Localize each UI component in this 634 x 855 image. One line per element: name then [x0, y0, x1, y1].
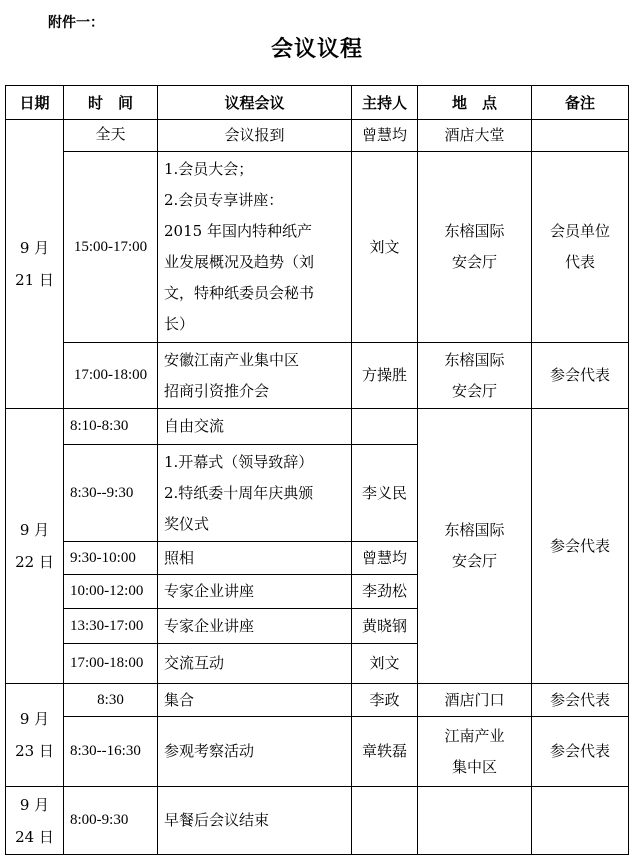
- time-cell: 8:30--9:30: [64, 445, 158, 542]
- time-cell: 17:00-18:00: [64, 343, 158, 409]
- date-cell: 9 月 22 日: [6, 409, 64, 684]
- time-cell: 13:30-17:00: [64, 609, 158, 644]
- header-time: 时 间: [64, 86, 158, 120]
- date-cell: 9 月 21 日: [6, 120, 64, 409]
- agenda-cell: 自由交流: [158, 409, 352, 445]
- date-cell: 9 月 23 日: [6, 684, 64, 787]
- agenda-cell: 交流互动: [158, 644, 352, 684]
- location-cell: 酒店大堂: [418, 120, 532, 152]
- location-cell: 江南产业 集中区: [418, 717, 532, 787]
- table-row: [6, 152, 629, 343]
- host-cell: [352, 409, 418, 445]
- host-cell: 刘文: [352, 644, 418, 684]
- host-cell: 李政: [352, 684, 418, 717]
- table-row: [6, 684, 629, 717]
- table-row: [6, 343, 629, 409]
- agenda-table: [5, 85, 629, 855]
- notes-cell: 参会代表: [532, 343, 629, 409]
- agenda-cell: 1.开幕式（领导致辞） 2.特纸委十周年庆典颁 奖仪式: [158, 445, 352, 542]
- time-cell: 8:00-9:30: [64, 787, 158, 855]
- agenda-cell: 专家企业讲座: [158, 609, 352, 644]
- location-cell: 东榕国际 安会厅: [418, 152, 532, 343]
- time-cell: 9:30-10:00: [64, 542, 158, 575]
- location-cell: [418, 787, 532, 855]
- host-cell: 黄晓钢: [352, 609, 418, 644]
- table-row: [6, 409, 629, 445]
- agenda-cell: 集合: [158, 684, 352, 717]
- table-row: [6, 717, 629, 787]
- notes-cell: 会员单位 代表: [532, 152, 629, 343]
- location-cell: 酒店门口: [418, 684, 532, 717]
- host-cell: [352, 787, 418, 855]
- notes-cell: [532, 120, 629, 152]
- header-notes: 备注: [532, 86, 629, 120]
- page-title: 会议议程: [270, 36, 363, 62]
- time-cell: 全天: [64, 120, 158, 152]
- header-agenda: 议程会议: [158, 86, 352, 120]
- host-cell: 曾慧均: [352, 120, 418, 152]
- table-row: [6, 120, 629, 152]
- header-date: 日期: [6, 86, 64, 120]
- header-location: 地 点: [418, 86, 532, 120]
- notes-cell: 参会代表: [532, 409, 629, 684]
- table-header-row: [6, 86, 629, 120]
- host-cell: 章轶磊: [352, 717, 418, 787]
- header-host: 主持人: [352, 86, 418, 120]
- location-cell: 东榕国际 安会厅: [418, 409, 532, 684]
- host-cell: 李劲松: [352, 575, 418, 609]
- table-row: [6, 787, 629, 855]
- time-cell: 10:00-12:00: [64, 575, 158, 609]
- attachment-label: 附件一：: [48, 15, 104, 31]
- notes-cell: 参会代表: [532, 684, 629, 717]
- host-cell: 李义民: [352, 445, 418, 542]
- time-cell: 8:30--16:30: [64, 717, 158, 787]
- host-cell: 方操胜: [352, 343, 418, 409]
- notes-cell: 参会代表: [532, 717, 629, 787]
- agenda-cell: 会议报到: [158, 120, 352, 152]
- time-cell: 15:00-17:00: [64, 152, 158, 343]
- agenda-cell: 安徽江南产业集中区 招商引资推介会: [158, 343, 352, 409]
- host-cell: 刘文: [352, 152, 418, 343]
- host-cell: 曾慧均: [352, 542, 418, 575]
- agenda-cell: 专家企业讲座: [158, 575, 352, 609]
- location-cell: 东榕国际 安会厅: [418, 343, 532, 409]
- agenda-cell: 参观考察活动: [158, 717, 352, 787]
- notes-cell: [532, 787, 629, 855]
- agenda-cell: 照相: [158, 542, 352, 575]
- time-cell: 8:30: [64, 684, 158, 717]
- time-cell: 17:00-18:00: [64, 644, 158, 684]
- agenda-cell: 1.会员大会； 2.会员专享讲座： 2015 年国内特种纸产 业发展概况及趋势（刘 文，特种纸委员会秘书 长）: [158, 152, 352, 343]
- time-cell: 8:10-8:30: [64, 409, 158, 445]
- agenda-cell: 早餐后会议结束: [158, 787, 352, 855]
- date-cell: 9 月 24 日: [6, 787, 64, 855]
